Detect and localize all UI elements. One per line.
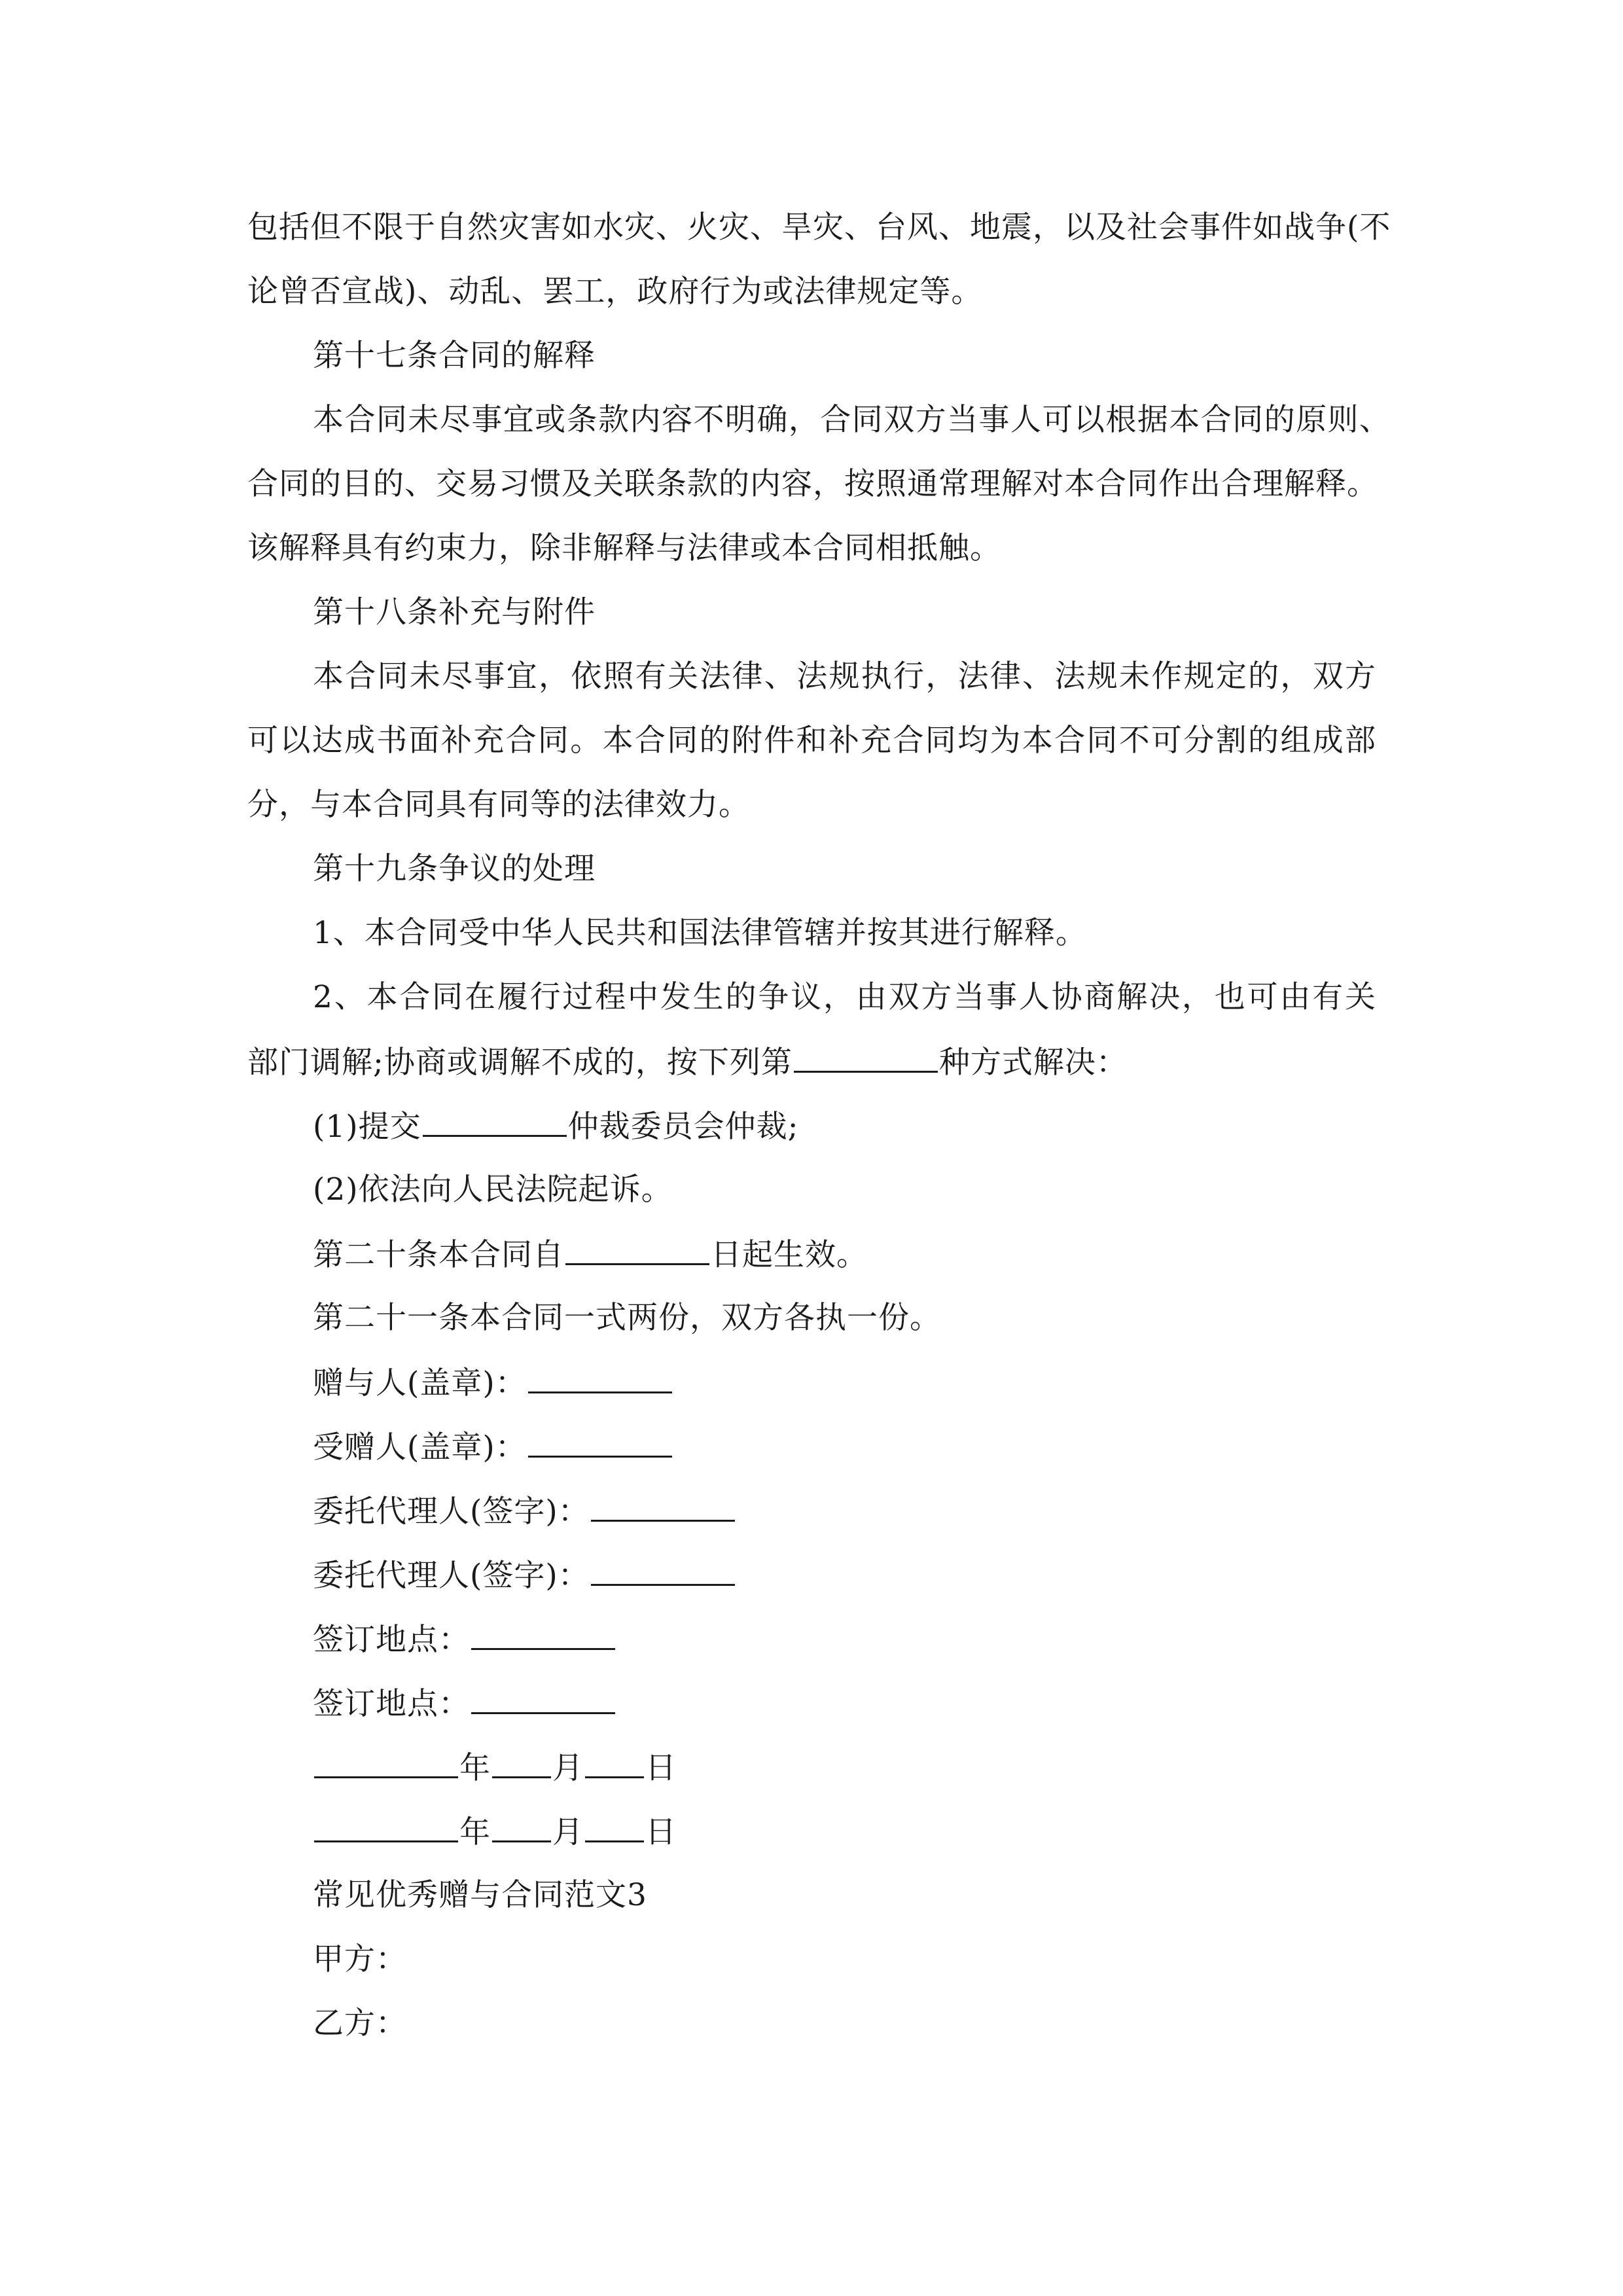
signature-donee: [313, 1427, 673, 1467]
section-title: 常见优秀赠与合同范文3: [313, 1877, 647, 1913]
date-unit: 日: [645, 1814, 677, 1850]
article-18-heading: 第十八条补充与附件: [313, 594, 596, 630]
text-line: 合同的目的、交易习惯及关联条款的内容，按照通常理解对本合同作出合理解释。: [247, 466, 1378, 502]
fill-in-blank[interactable]: [471, 1619, 615, 1650]
text-segment: 日起生效。: [711, 1237, 868, 1273]
text-line: (2)依法向人民法院起诉。: [313, 1172, 673, 1208]
text-line: 1、本合同受中华人民共和国法律管辖并按其进行解释。: [313, 915, 1087, 951]
text-line: 本合同未尽事宜，依照有关法律、法规执行，法律、法规未作规定的，双方: [313, 658, 1376, 694]
fill-in-blank[interactable]: [314, 1748, 458, 1778]
date-unit: 年: [459, 1750, 491, 1786]
text-line: 分，与本合同具有同等的法律效力。: [247, 787, 750, 823]
fill-in-blank[interactable]: [565, 1234, 709, 1265]
fill-in-blank[interactable]: [423, 1106, 567, 1137]
text-line: 该解释具有约束力，除非解释与法律或本合同相抵触。: [247, 530, 1001, 566]
text-segment: 仲裁委员会仲裁;: [567, 1109, 799, 1145]
fill-in-blank[interactable]: [492, 1748, 551, 1778]
signing-place: [313, 1683, 616, 1724]
text-line: [247, 1042, 1128, 1083]
article-17-heading: 第十七条合同的解释: [313, 338, 596, 374]
party-a-label: 甲方：: [313, 1941, 407, 1977]
fill-in-blank[interactable]: [528, 1427, 672, 1458]
fill-in-blank[interactable]: [585, 1812, 644, 1842]
fill-in-blank[interactable]: [528, 1363, 672, 1393]
signature-donor: [313, 1363, 673, 1403]
article-19-heading: 第十九条争议的处理: [313, 851, 596, 887]
text-segment: 部门调解;协商或调解不成的，按下列第: [247, 1045, 793, 1081]
date-unit: 日: [645, 1750, 677, 1786]
text-line: [313, 1106, 798, 1147]
text-line: 2、本合同在履行过程中发生的争议，由双方当事人协商解决，也可由有关: [313, 979, 1376, 1015]
party-b-label: 乙方：: [313, 2005, 407, 2041]
text-line: 包括但不限于自然灾害如水灾、火灾、旱灾、台风、地震，以及社会事件如战争(不: [247, 209, 1391, 245]
text-segment: (1)提交: [313, 1109, 421, 1145]
signing-date: [313, 1748, 677, 1788]
date-unit: 月: [552, 1750, 584, 1786]
fill-in-blank[interactable]: [471, 1683, 615, 1714]
text-line: 本合同未尽事宜或条款内容不明确，合同双方当事人可以根据本合同的原则、: [313, 402, 1391, 438]
fill-in-blank[interactable]: [591, 1555, 735, 1586]
date-unit: 年: [459, 1814, 491, 1850]
text-segment: 种方式解决：: [938, 1045, 1128, 1081]
fill-in-blank[interactable]: [492, 1812, 551, 1842]
signature-label: 签订地点：: [313, 1686, 470, 1722]
fill-in-blank[interactable]: [585, 1748, 644, 1778]
date-unit: 月: [552, 1814, 584, 1850]
signature-label: 委托代理人(签字)：: [313, 1558, 590, 1594]
signing-place: [313, 1619, 616, 1660]
article-21: 第二十一条本合同一式两份，双方各执一份。: [313, 1300, 941, 1336]
text-line: 可以达成书面补充合同。本合同的附件和补充合同均为本合同不可分割的组成部: [247, 723, 1376, 759]
text-segment: 第二十条本合同自: [313, 1237, 564, 1273]
signature-label: 赠与人(盖章)：: [313, 1365, 527, 1401]
signature-agent: [313, 1555, 736, 1596]
text-line: 论曾否宣战)、动乱、罢工，政府行为或法律规定等。: [247, 274, 983, 310]
fill-in-blank[interactable]: [591, 1491, 735, 1522]
signature-agent: [313, 1491, 736, 1532]
article-20: [313, 1234, 868, 1275]
signature-label: 签订地点：: [313, 1622, 470, 1658]
signing-date: [313, 1812, 677, 1852]
fill-in-blank[interactable]: [314, 1812, 458, 1842]
signature-label: 受赠人(盖章)：: [313, 1429, 527, 1465]
signature-label: 委托代理人(签字)：: [313, 1494, 590, 1530]
fill-in-blank[interactable]: [794, 1042, 938, 1073]
